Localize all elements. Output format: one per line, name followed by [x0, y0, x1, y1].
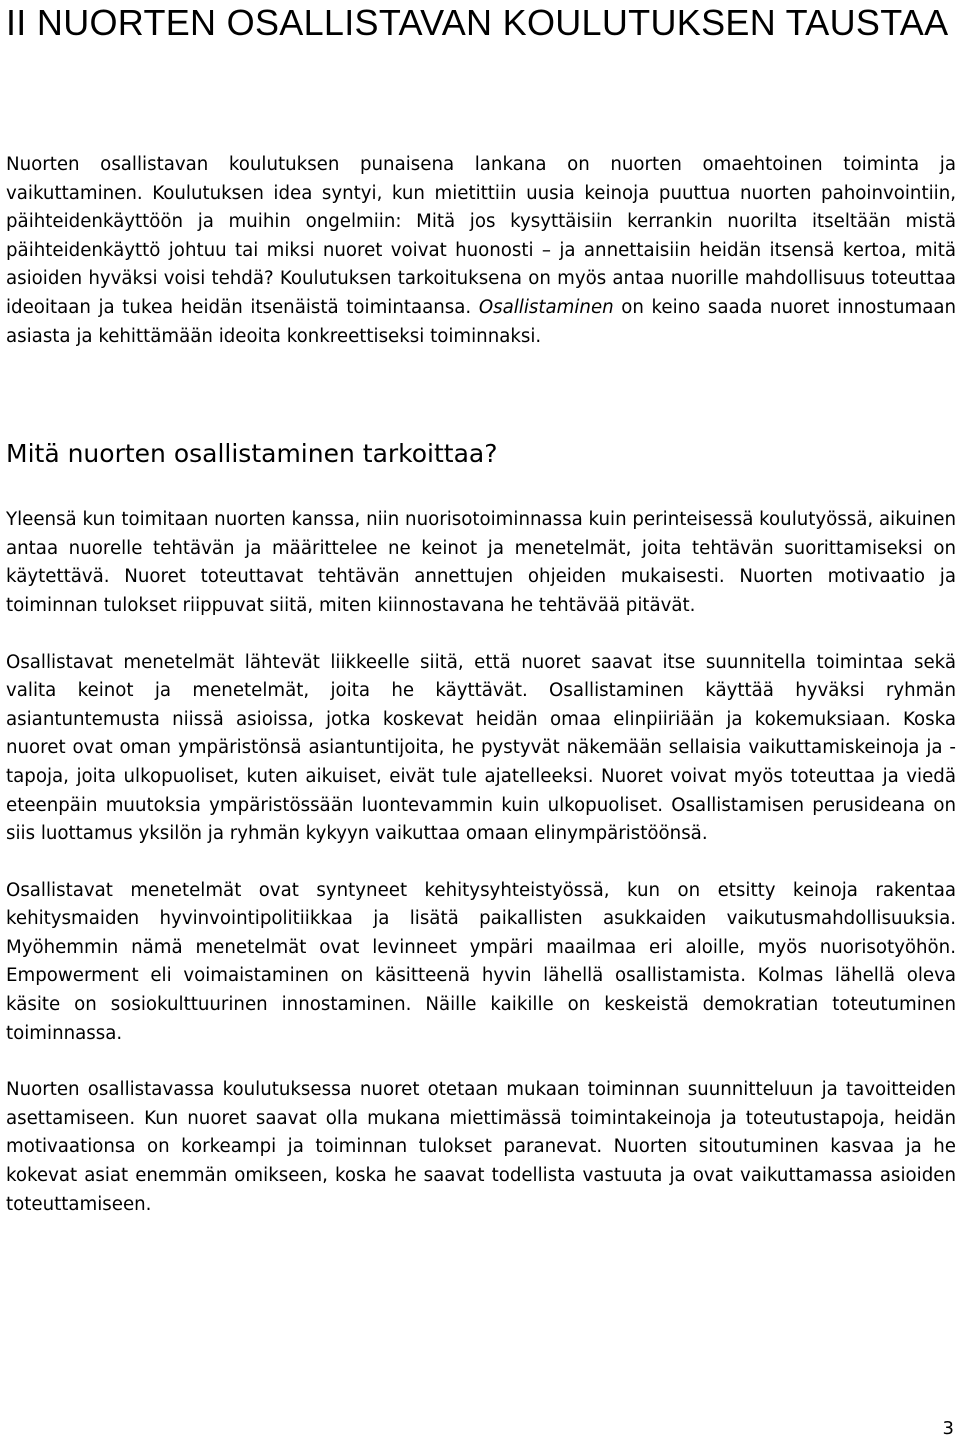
intro-text-start: Nuorten osallistavan koulutuksen punaisena lankana on nuorten omaehtoinen toiminta ja vaikuttaminen. Koulutuksen idea syntyi, kun mietittiin uusia keinoja puuttua nuorten pahoinvointiin, päihteidenkäyttöön ja muihin ongelmiin: Mitä jos kysyttäisiin kerrankin nuorilta itseltään mistä päihteidenkäyttö johtuu tai miksi nuoret voivat huonosti – ja annettaisiin heidän itsensä kertoa, mitä asioiden hyväksi voisi tehdä? Koulutuksen tarkoituksena on myös antaa nuorille mahdollisuus toteuttaa ideoitaan ja tukea heidän itsenäistä toimintaansa. — [6, 154, 956, 318]
intro-paragraph — [6, 151, 956, 351]
body-paragraph: Osallistavat menetelmät lähtevät liikkeelle siitä, että nuoret saavat itse suunnitella toimintaa sekä valita keinot ja menetelmät, joita he käyttävät. Osallistaminen käyttää hyväksi ryhmän asiantuntemusta niissä asioissa, jotka koskevat heidän omaa elinpiiriään ja kokemuksiaan. Koska nuoret ovat oman ympäristönsä asiantuntijoita, he pystyvät näkemään sellaisia vaikuttamiskeinoja ja -tapoja, joita ulkopuoliset, kuten aikuiset, eivät tule ajatelleeksi. Nuoret voivat myös toteuttaa ja viedä eteenpäin muutoksia ympäristössään luontevammin kuin ulkopuoliset. Osallistamisen perusideana on siis luottamus yksilön ja ryhmän kykyyn vaikuttaa omaan elinympäristöönsä. — [6, 651, 956, 845]
intro-text-end: on keino saada nuoret innostumaan asiasta ja kehittämään ideoita konkreettiseksi toiminnaksi. — [6, 296, 957, 347]
page-number: 3 — [942, 1418, 954, 1439]
section-heading: Mitä nuorten osallistaminen tarkoittaa? — [6, 439, 498, 469]
body-paragraph: Nuorten osallistavassa koulutuksessa nuoret otetaan mukaan toiminnan suunnitteluun ja tavoitteiden asettamiseen. Kun nuoret saavat olla mukana miettimässä toimintakeinoja ja toteutustapoja, heidän motivaationsa on korkeampi ja toiminnan tulokset paranevat. Nuorten sitoutuminen kasvaa ja he kokevat asiat enemmän omikseen, koska he saavat todellista vastuuta ja ovat vaikuttamassa asioiden toteuttamiseen. — [6, 1079, 956, 1215]
body-paragraph: Osallistavat menetelmät ovat syntyneet kehitysyhteistyössä, kun on etsitty keinoja rakentaa kehitysmaiden hyvinvointipolitiikkaa ja lisätä paikallisten asukkaiden vaikutusmahdollisuuksia. Myöhemmin nämä menetelmät ovat levinneet ympäri maailmaa eri aloille, myös nuorisotyöhön. Empowerment eli voimaistaminen on käsitteenä hyvin lähellä osallistamista. Kolmas lähellä oleva käsite on sosiokulttuurinen innostaminen. Näille kaikille on keskeistä demokratian toteutuminen toiminnassa. — [6, 879, 956, 1044]
body-paragraph: Yleensä kun toimitaan nuorten kanssa, niin nuorisotoiminnassa kuin perinteisessä koulutyössä, aikuinen antaa nuorelle tehtävän ja määrittelee ne keinot ja menetelmät, joita tehtävän suorittamiseksi on käytettävä. Nuoret toteuttavat tehtävän annettujen ohjeiden mukaisesti. Nuorten motivaatio ja toiminnan tulokset riippuvat siitä, miten kiinnostavana he tehtävää pitävät. — [6, 509, 956, 616]
chapter-title: II NUORTEN OSALLISTAVAN KOULUTUKSEN TAUSTAA — [6, 2, 949, 43]
document-page — [6, 0, 956, 1219]
emphasized-term: Osallistaminen — [478, 296, 614, 318]
